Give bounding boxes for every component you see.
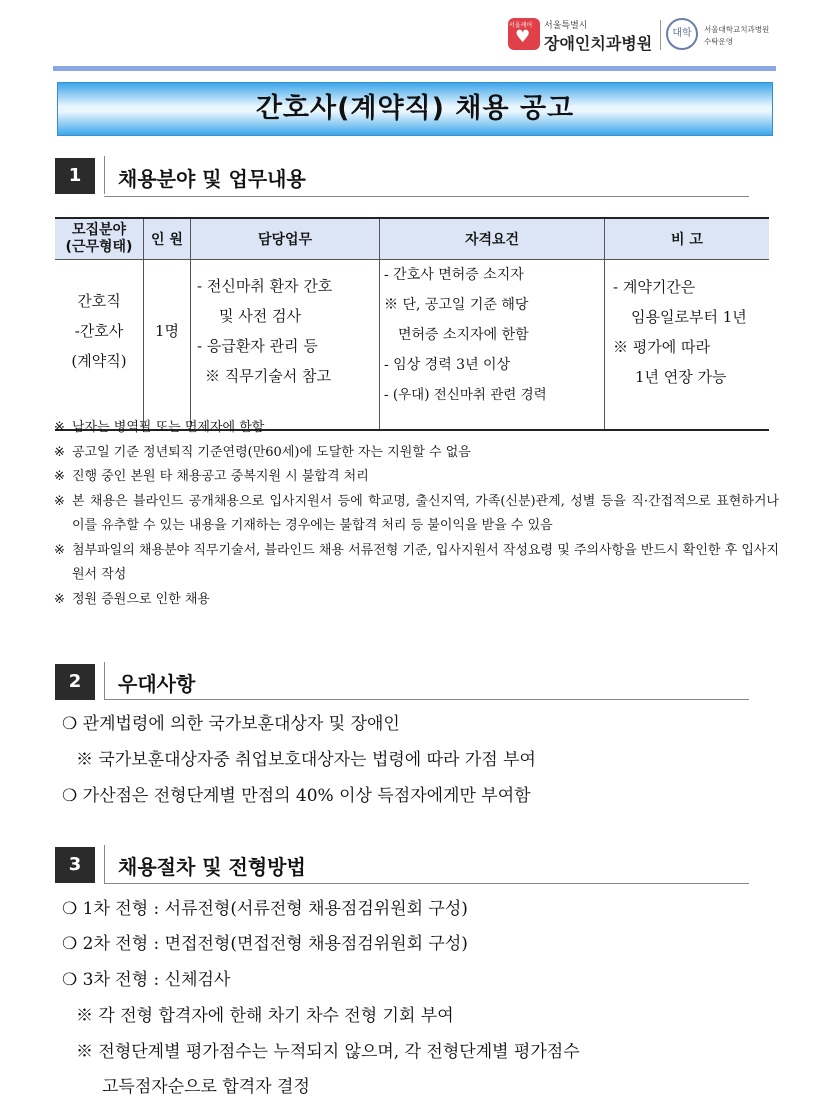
section-3-divider xyxy=(104,845,105,883)
univ-sub: 수탁운영 xyxy=(704,37,733,46)
logo-hospital-name: 장애인치과병원 xyxy=(544,34,653,53)
section-3-title: 채용절차 및 전형방법 xyxy=(118,855,306,879)
university-seal-icon: 대학 xyxy=(666,18,698,50)
list-item: ※ 정원 증원으로 인한 채용 xyxy=(54,591,210,607)
recruitment-table xyxy=(55,217,769,431)
list-item: ※ 남자는 병역필 또는 면제자에 한함 xyxy=(54,420,265,435)
section-1-title: 채용분야 및 업무내용 xyxy=(118,167,306,191)
col-header-count: 인 원 xyxy=(144,218,191,260)
section-3-underline xyxy=(104,883,749,884)
list-item: ※ 공고일 기준 정년퇴직 기준연령(만60세)에 도달한 자는 지원할 수 없음 xyxy=(54,444,471,460)
col-header-qualifications: 자격요건 xyxy=(380,218,605,260)
list-item: ※ 첨부파일의 채용분야 직무기술서, 블라인드 채용 서류전형 기준, 입사지원서 작성요령 및 주의사항을 반드시 확인한 후 입사지원서 작성 xyxy=(54,542,779,582)
section-1-number: 1 xyxy=(55,158,95,194)
table-row xyxy=(55,260,769,431)
notes-list xyxy=(54,416,779,612)
cell-remarks: - 계약기간은 임용일로부터 1년 ※ 평가에 따라 1년 연장 가능 xyxy=(605,260,770,431)
col-header-field: 모집분야 (근무형태) xyxy=(55,218,144,260)
seoul-care-heart-icon: 서울케어 ♥ xyxy=(508,18,540,50)
section-2-underline xyxy=(104,699,749,700)
section-3-number: 3 xyxy=(55,847,95,883)
logo-small-text: 서울케어 xyxy=(509,22,533,29)
cell-duties: - 전신마취 환자 간호 및 사전 검사 - 응급환자 관리 등 ※ 직무기술서 참고 xyxy=(191,260,380,431)
section-1-divider xyxy=(104,156,105,194)
cell-qualifications: - 간호사 면허증 소지자 ※ 단, 공고일 기준 해당 면허증 소지자에 한함 - 임상 경력 3년 이상 - (우대) 전신마취 관련 경력 xyxy=(380,260,605,431)
procedure-note-2-cont: 고득점자순으로 합격자 결정 xyxy=(102,1077,310,1097)
procedure-note-2: ※ 전형단계별 평가점수는 누적되지 않으며, 각 전형단계별 평가점수 xyxy=(76,1042,580,1062)
table-header-row xyxy=(55,218,769,260)
cell-count: 1명 xyxy=(144,260,191,431)
page-title: 간호사(계약직) 채용 공고 xyxy=(255,93,575,124)
top-divider-bar xyxy=(53,66,776,71)
title-banner xyxy=(57,82,773,136)
procedure-step-1: ❍ 1차 전형 : 서류전형(서류전형 채용점검위원회 구성) xyxy=(62,899,468,919)
section-2-title: 우대사항 xyxy=(118,672,196,696)
cell-field: 간호직 -간호사 (계약직) xyxy=(55,260,144,431)
univ-name: 서울대학교치과병원 xyxy=(704,25,770,34)
logo-divider xyxy=(660,20,661,50)
col-header-remarks: 비 고 xyxy=(605,218,770,260)
section-1-underline xyxy=(104,196,749,197)
logo-city-text: 서울특별시 xyxy=(544,21,588,31)
col-header-duties: 담당업무 xyxy=(191,218,380,260)
procedure-step-2: ❍ 2차 전형 : 면접전형(면접전형 채용점검위원회 구성) xyxy=(62,934,468,954)
list-item: ※ 본 채용은 블라인드 공개채용으로 입사지원서 등에 학교명, 출신지역, 가족(신분)관계, 성별 등을 직·간접적으로 표현하거나 이를 유추할 수 있는 내용을 기재하는 경우에는 불합격 처리 등 불이익을 받을 수 있음 xyxy=(54,493,779,533)
section-2-number: 2 xyxy=(55,664,95,700)
section-2-divider xyxy=(104,662,105,700)
preference-note: ※ 국가보훈대상자중 취업보호대상자는 법령에 따라 가점 부여 xyxy=(76,750,536,770)
hospital-logo xyxy=(508,18,658,54)
list-item: ※ 진행 중인 본원 타 채용공고 중복지원 시 불합격 처리 xyxy=(54,469,369,484)
procedure-step-3: ❍ 3차 전형 : 신체검사 xyxy=(62,970,231,990)
preference-item-2: ❍ 가산점은 전형단계별 만점의 40% 이상 득점자에게만 부여함 xyxy=(62,786,531,806)
procedure-note-1: ※ 각 전형 합격자에 한해 차기 차수 전형 기회 부여 xyxy=(76,1006,454,1026)
preference-item-1: ❍ 관계법령에 의한 국가보훈대상자 및 장애인 xyxy=(62,714,400,734)
